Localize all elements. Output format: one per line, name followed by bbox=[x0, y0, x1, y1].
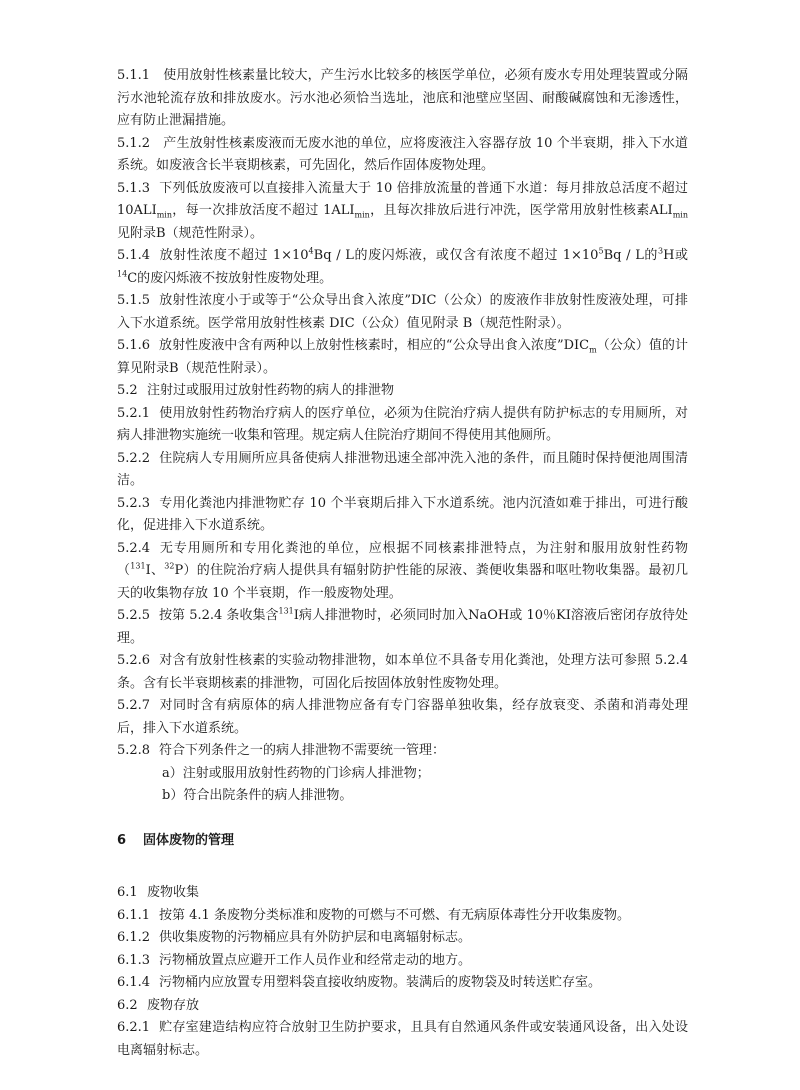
clause-5-2-1 bbox=[117, 403, 688, 448]
clause-text: 贮存室建造结构应符合放射卫生防护要求，且具有自然通风条件或安装通风设备，出入处设电离辐射标志。 bbox=[117, 1020, 688, 1058]
clause-6-1-3 bbox=[117, 950, 688, 973]
clause-number: 5.1.4 bbox=[117, 248, 151, 263]
clause-5-2-4 bbox=[117, 538, 688, 606]
clause-5-2-5 bbox=[117, 605, 688, 650]
section-number: 6 bbox=[117, 832, 127, 848]
clause-6-1 bbox=[117, 882, 688, 905]
clause-text: I、 bbox=[145, 563, 165, 578]
clause-text: 废物收集 bbox=[147, 885, 200, 900]
clause-number: 6.2 bbox=[117, 997, 138, 1013]
clause-text: I病人排泄物时，必须同时加入NaOH或 10％KI溶液后密闭存放待处理。 bbox=[117, 608, 689, 646]
clause-text: 住院病人专用厕所应具备使病人排泄物迅速全部冲洗入池的条件，而且随时保持便池周围清洁。 bbox=[117, 450, 688, 488]
clause-number: 6.1.4 bbox=[117, 975, 151, 990]
clause-text: C的废闪烁液不按放射性废物处理。 bbox=[127, 270, 333, 286]
clause-text: 废物存放 bbox=[147, 997, 200, 1013]
superscript: 131 bbox=[278, 606, 294, 616]
clause-text: ，且每次排放后进行冲洗，医学常用放射性核素ALI bbox=[369, 203, 673, 218]
clause-number: 5.2.6 bbox=[117, 653, 151, 668]
superscript: 5 bbox=[598, 246, 604, 256]
clause-text: 符合下列条件之一的病人排泄物不需要统一管理： bbox=[159, 743, 446, 758]
clause-number: 6.1.1 bbox=[117, 907, 151, 923]
clause-number: 5.2.7 bbox=[117, 698, 151, 713]
clause-text: 供收集废物的污物桶应具有外防护层和电离辐射标志。 bbox=[159, 930, 472, 945]
clause-5-2-3 bbox=[117, 493, 688, 538]
clause-text: 污物桶内应放置专用塑料袋直接收纳废物。装满后的废物袋及时转送贮存室。 bbox=[159, 975, 602, 990]
list-item: b）符合出院条件的病人排泄物。 bbox=[162, 788, 353, 803]
clause-text: 使用放射性核素量比较大，产生污水比较多的核医学单位，必须有废水专用处理装置或分隔污水池轮流存放和排放废水。污水池必须恰当选址，池底和池壁应坚固、耐酸碱腐蚀和无渗透性，应有防止泄漏措施。 bbox=[117, 68, 688, 128]
clause-text: 污物桶放置点应避开工作人员作业和经常走动的地方。 bbox=[159, 952, 472, 968]
clause-text: 放射性浓度小于或等于“公众导出食入浓度”DIC（公众）的废液作非放射性废液处理，可排入下水道系统。医学常用放射性核素 DIC（公众）值见附录 B（规范性附录）。 bbox=[117, 293, 688, 331]
clause-number: 5.1.1 bbox=[117, 68, 151, 83]
clause-text: 下列低放废液可以直接排入流量大于 10 倍排放流量的普通下水道：每月排放总活度不超过 10ALI bbox=[117, 180, 688, 218]
clause-number: 6.1 bbox=[117, 885, 138, 900]
clause-6-2 bbox=[117, 995, 688, 1018]
clause-number: 5.1.3 bbox=[117, 180, 151, 196]
clause-5-2-7 bbox=[117, 695, 688, 740]
clause-number: 5.2.8 bbox=[117, 743, 151, 758]
clause-5-2-2 bbox=[117, 448, 688, 493]
superscript: 3 bbox=[658, 246, 664, 256]
clause-text: 按第 4.1 条废物分类标准和废物的可燃与不可燃、有无病原体毒性分开收集废物。 bbox=[159, 907, 630, 923]
clause-text: 放射性废液中含有两种以上放射性核素时，相应的“公众导出食入浓度”DIC bbox=[159, 338, 590, 353]
clause-text: 对含有放射性核素的实验动物排泄物，如本单位不具备专用化粪池，处理方法可参照 5.2.4 条。含有长半衰期核素的排泄物，可固化后按固体放射性废物处理。 bbox=[117, 653, 688, 691]
clause-number: 5.2 bbox=[117, 383, 138, 398]
clause-number: 5.2.4 bbox=[117, 540, 151, 556]
clause-text: （公众）值的计算见附录B（规范性附录）。 bbox=[117, 338, 688, 376]
superscript: 4 bbox=[308, 246, 314, 256]
clause-number: 6.1.3 bbox=[117, 952, 151, 968]
clause-5-1-4 bbox=[117, 245, 688, 290]
clause-text: 使用放射性药物治疗病人的医疗单位，必须为住院治疗病人提供有防护标志的专用厕所，对病人排泄物实施统一收集和管理。规定病人住院治疗期间不得使用其他厕所。 bbox=[117, 405, 688, 443]
clause-5-2-6 bbox=[117, 650, 688, 695]
list-item: a）注射或服用放射性药物的门诊病人排泄物； bbox=[162, 765, 430, 781]
clause-5-1-5 bbox=[117, 290, 688, 335]
clause-number: 5.2.3 bbox=[117, 495, 151, 511]
subscript: min bbox=[156, 210, 172, 220]
clause-number: 5.1.6 bbox=[117, 338, 151, 353]
clause-number: 5.2.2 bbox=[117, 450, 151, 466]
superscript: 32 bbox=[164, 561, 175, 571]
clause-text: Bq / L的 bbox=[603, 248, 658, 263]
superscript: 131 bbox=[130, 561, 146, 571]
clause-6-1-4 bbox=[117, 972, 688, 995]
clause-5-1-6 bbox=[117, 335, 688, 380]
clause-6-2-1 bbox=[117, 1017, 688, 1062]
clause-text: P）的住院治疗病人提供具有辐射防护性能的尿液、粪便收集器和呕吐物收集器。最初几天的收集物存放 10 个半衰期，作一般废物处理。 bbox=[117, 563, 688, 601]
clause-number: 6.2.1 bbox=[117, 1020, 151, 1035]
clause-5-2-8 bbox=[117, 740, 688, 763]
clause-5-1-1 bbox=[117, 65, 688, 133]
clause-text: Bq / L的废闪烁液，或仅含有浓度不超过 1×10 bbox=[313, 248, 599, 263]
clause-text: 专用化粪池内排泄物贮存 10 个半衰期后排入下水道系统。池内沉渣如难于排出，可进行酸化，促进排入下水道系统。 bbox=[117, 495, 688, 533]
clause-text: ，每一次排放活度不超过 1ALI bbox=[172, 203, 355, 218]
clause-5-2 bbox=[117, 380, 688, 403]
clause-number: 5.2.5 bbox=[117, 608, 151, 623]
clause-5-1-3 bbox=[117, 178, 688, 246]
clause-number: 5.2.1 bbox=[117, 405, 151, 421]
clause-6-1-2 bbox=[117, 927, 688, 950]
clause-text: H或 bbox=[663, 248, 689, 263]
clause-text: 见附录B（规范性附录）。 bbox=[117, 225, 264, 241]
clause-6-1-1 bbox=[117, 905, 688, 928]
clause-text: 对同时含有病原体的病人排泄物应备有专门容器单独收集，经存放衰变、杀菌和消毒处理后，排入下水道系统。 bbox=[117, 698, 688, 736]
clause-text: 注射过或服用过放射性药物的病人的排泄物 bbox=[147, 383, 395, 398]
subscript: min bbox=[354, 210, 370, 220]
clause-5-1-2 bbox=[117, 133, 688, 178]
clause-number: 5.1.5 bbox=[117, 293, 151, 308]
clause-number: 6.1.2 bbox=[117, 930, 151, 945]
clause-text: 放射性浓度不超过 1×10 bbox=[159, 248, 309, 263]
section-title: 固体废物的管理 bbox=[143, 832, 235, 848]
subscript: m bbox=[589, 345, 597, 355]
clause-text: 无专用厕所和专用化粪池的单位，应根据不同核素排泄特点，为注射和服用放射性药物（ bbox=[117, 540, 688, 578]
subscript: min bbox=[672, 210, 688, 220]
clause-text: 产生放射性核素废液而无废水池的单位，应将废液注入容器存放 10 个半衰期，排入下水道系统。如废液含长半衰期核素，可先固化，然后作固体废物处理。 bbox=[117, 135, 688, 173]
clause-number: 5.1.2 bbox=[117, 135, 151, 151]
clause-text: 按第 5.2.4 条收集含 bbox=[159, 608, 279, 623]
section-heading bbox=[117, 830, 688, 853]
superscript: 14 bbox=[117, 269, 128, 279]
